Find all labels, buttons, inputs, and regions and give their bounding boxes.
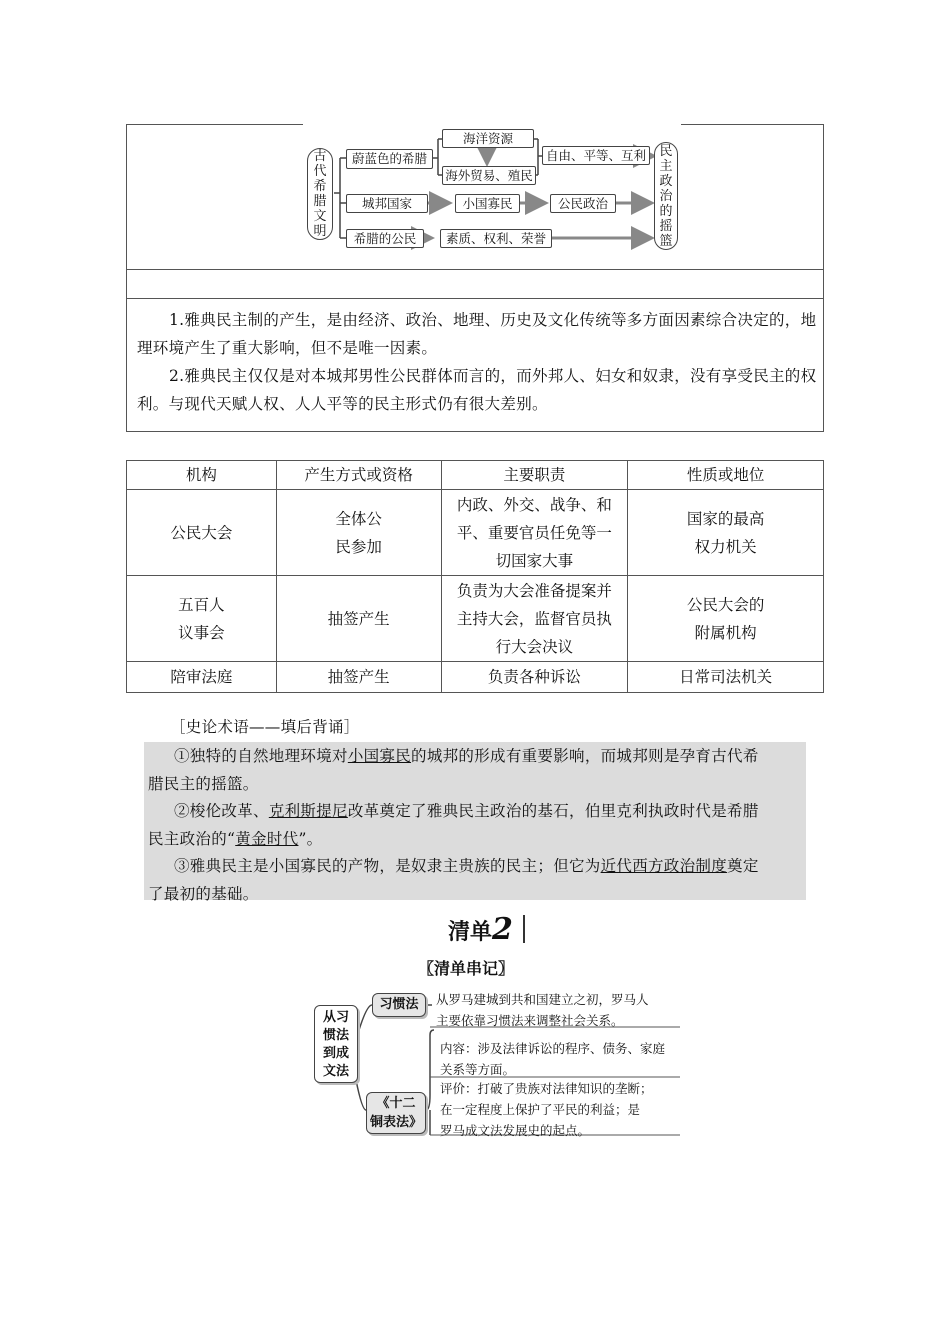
term-2: ②梭伦改革、克利斯提尼改革奠定了雅典民主政治的基石，伯里克利执政时代是希腊 民主政治的“黄金时代”。 xyxy=(148,802,759,848)
node-citizen-politics: 公民政治 xyxy=(550,194,616,213)
table-cell: 日常司法机关 xyxy=(628,662,824,693)
section-title-bar xyxy=(523,915,525,943)
term-1: ①独特的自然地理环境对小国寡民的城邦的形成有重要影响，而城邦则是孕育古代希 腊民主的摇篮。 xyxy=(148,747,759,793)
table-header: 性质或地位 xyxy=(628,461,824,490)
term-3-answer: 近代西方政治制度 xyxy=(600,857,728,875)
table-cell: 五百人 议事会 xyxy=(127,576,277,662)
node-city-state: 城邦国家 xyxy=(346,194,428,213)
table-header: 机构 xyxy=(127,461,277,490)
note-paragraph-1: 1.雅典民主制的产生，是由经济、政治、地理、历史及文化传统等多方面因素综合决定的，地理环境产生了重大影响，但不是唯一因素。 xyxy=(137,311,817,357)
node-quality-rights-honor: 素质、权利、荣誉 xyxy=(440,229,552,248)
table-cell: 国家的最高 权力机关 xyxy=(628,490,824,576)
table-header-row xyxy=(127,461,824,490)
term-2-answer-1: 克利斯提尼 xyxy=(268,802,348,820)
institutions-table xyxy=(126,460,824,693)
box-top-border-left xyxy=(126,124,303,125)
table-header: 产生方式或资格 xyxy=(276,461,441,490)
mindmap-root: 从习 惯法 到成 文法 xyxy=(314,1005,358,1083)
box-divider-2 xyxy=(126,298,824,299)
section-number: 2 xyxy=(492,912,513,947)
diagram-result-node: 民 主 政 治 的 摇 篮 xyxy=(654,142,678,250)
table-row xyxy=(127,662,824,693)
twelve-tables-content: 内容：涉及法律诉讼的程序、债务、家庭 关系等方面。 xyxy=(440,1041,666,1077)
term-1-answer: 小国寡民 xyxy=(347,747,412,765)
term-2-answer-2: 黄金时代 xyxy=(235,830,299,848)
mindmap-twelve-tables: 《十二 铜表法》 xyxy=(366,1092,426,1134)
section-title: 清单2 xyxy=(448,912,513,947)
table-row xyxy=(127,490,824,576)
mindmap-customary-law: 习惯法 xyxy=(372,993,426,1017)
customary-law-description: 从罗马建城到共和国建立之初，罗马人 主要依靠习惯法来调整社会关系。 xyxy=(436,992,649,1028)
twelve-tables-evaluation: 评价：打破了贵族对法律知识的垄断； 在一定程度上保护了平民的利益；是 罗马成文法发展史的起点。 xyxy=(440,1081,653,1138)
table-header: 主要职责 xyxy=(441,461,628,490)
box-divider-1 xyxy=(126,269,824,270)
table-cell: 抽签产生 xyxy=(276,662,441,693)
table-cell: 陪审法庭 xyxy=(127,662,277,693)
node-small-state: 小国寡民 xyxy=(455,194,520,213)
node-freedom-equality: 自由、平等、互利 xyxy=(542,146,650,165)
diagram-root-node: 古 代 希 腊 文 明 xyxy=(307,148,333,240)
table-cell: 公民大会的 附属机构 xyxy=(628,576,824,662)
table-cell: 内政、外交、战争、和 平、重要官员任免等一 切国家大事 xyxy=(441,490,628,576)
table-cell: 负责各种诉讼 xyxy=(441,662,628,693)
node-blue-greece: 蔚蓝色的希腊 xyxy=(346,149,433,169)
node-greek-citizens: 希腊的公民 xyxy=(346,229,424,248)
table-cell: 全体公 民参加 xyxy=(276,490,441,576)
table-row xyxy=(127,576,824,662)
terms-heading: ［史论术语——填后背诵］ xyxy=(170,718,360,736)
note-paragraph-2: 2.雅典民主仅仅是对本城邦男性公民群体而言的，而外邦人、妇女和奴隶，没有享受民主的权利。与现代天赋人权、人人平等的民主形式仍有很大差别。 xyxy=(137,367,817,413)
box-top-border-right xyxy=(681,124,824,125)
table-cell: 抽签产生 xyxy=(276,576,441,662)
table-cell: 公民大会 xyxy=(127,490,277,576)
node-ocean-resources: 海洋资源 xyxy=(442,129,534,148)
section-subtitle: 〖清单串记〗 xyxy=(418,959,515,978)
term-3: ③雅典民主是小国寡民的产物，是奴隶主贵族的民主；但它为近代西方政治制度奠定 了最初的基础。 xyxy=(148,857,759,903)
node-overseas-trade: 海外贸易、殖民 xyxy=(442,166,536,185)
table-cell: 负责为大会准备提案并 主持大会，监督官员执 行大会决议 xyxy=(441,576,628,662)
